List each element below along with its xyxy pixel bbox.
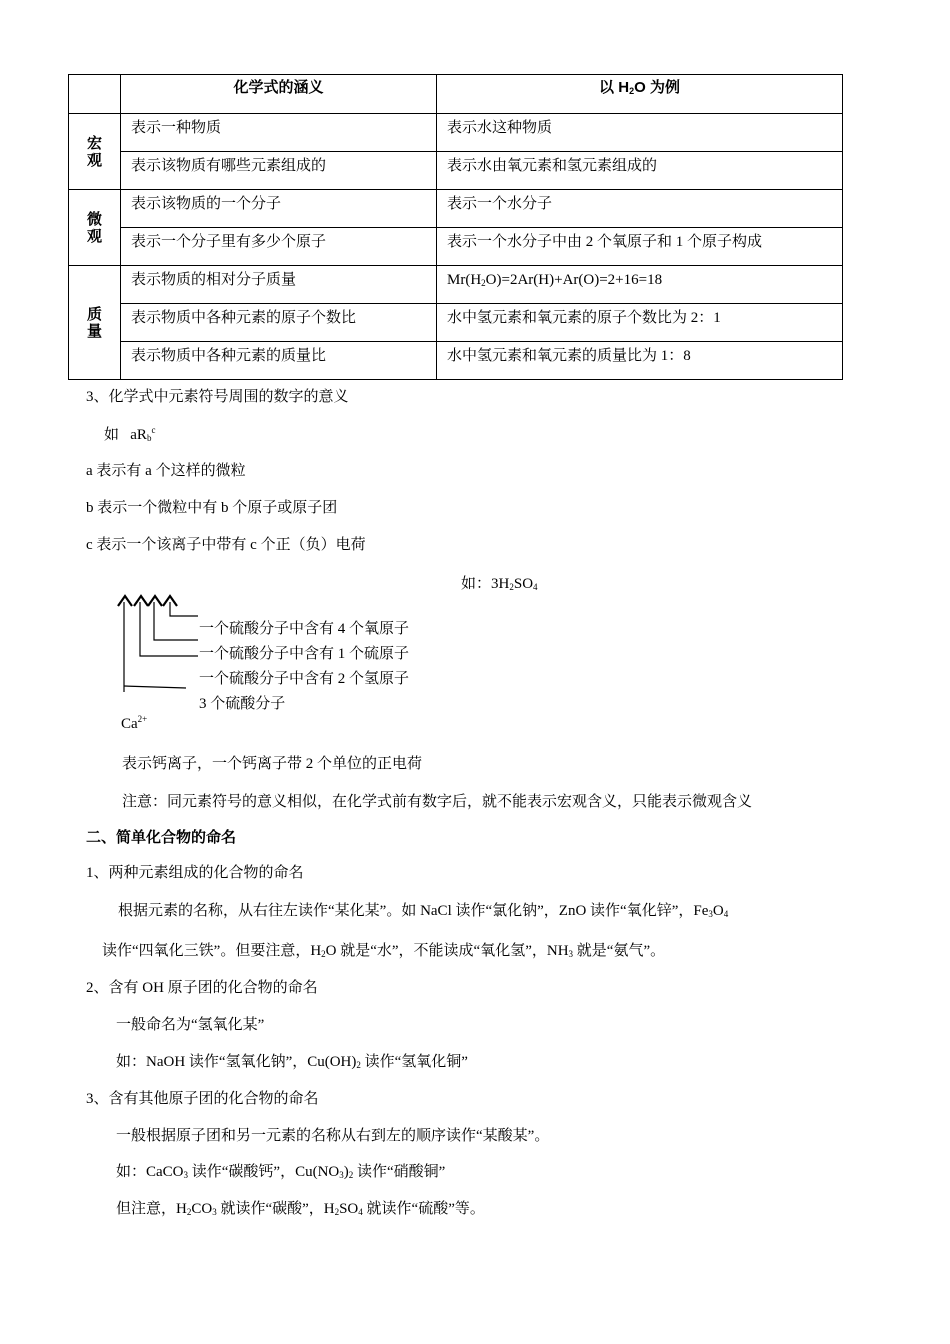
arrow-head-1 (118, 596, 132, 606)
example-cell: $Mr(H_2O)=2Ar(H)+Ar(O)=2+16=18$ (437, 266, 843, 304)
sub3-rule: 一般根据原子团和另一元素的名称从右到左的顺序读作“某酸某”。 (116, 1128, 550, 1144)
meaning-cell: 表示该物质的一个分子 (121, 190, 437, 228)
table-row (69, 152, 843, 190)
sub1-paragraph-line2: 读作“四氧化三铁”。但要注意，$H_2O$ 就是“水”，不能读成“氧化氢”，$NH_3$ 就是“氨气”。 (102, 943, 666, 959)
meaning-a: a 表示有 a 个这样的微粒 (86, 463, 246, 479)
example-cell: 表示水由氧元素和氢元素组成的 (437, 152, 843, 190)
meaning-cell: 表示物质中各种元素的质量比 (121, 342, 437, 380)
sulfuric-acid-example: 如：$3H_2SO_4$ (461, 576, 538, 592)
calcium-ion-symbol: $Ca^{2+}$ (121, 714, 148, 732)
meaning-cell: 表示一种物质 (121, 114, 437, 152)
table-row (69, 304, 843, 342)
header-example: 以 $H_2O$ 为例 (437, 75, 843, 114)
meaning-cell: 表示物质中各种元素的原子个数比 (121, 304, 437, 342)
meaning-cell: 表示一个分子里有多少个原子 (121, 228, 437, 266)
sub2-rule: 一般命名为“氢氧化某” (116, 1017, 265, 1033)
example-cell: 水中氢元素和氧元素的质量比为 1：8 (437, 342, 843, 380)
pointer-line-sulfur (154, 602, 198, 640)
note-text: 注意：同元素符号的意义相似，在化学式前有数字后，就不能表示宏观含义，只能表示微观含义 (122, 794, 753, 810)
meaning-cell: 表示物质的相对分子质量 (121, 266, 437, 304)
sub1-title: 1、两种元素组成的化合物的命名 (86, 865, 304, 881)
header-meaning: 化学式的涵义 (121, 75, 437, 114)
sub3-title: 3、含有其他原子团的化合物的命名 (86, 1091, 319, 1107)
pointer-line-molecules-arm (124, 686, 186, 688)
table-row (69, 342, 843, 380)
part2-heading: 二、简单化合物的命名 (86, 829, 237, 846)
meaning-b: b 表示一个微粒中有 b 个原子或原子团 (86, 500, 338, 516)
category-macro: 宏 观 (69, 114, 121, 190)
category-mass: 质 量 (69, 266, 121, 380)
table-row (69, 114, 843, 152)
formula-meaning-table (68, 74, 843, 380)
header-empty (69, 75, 121, 114)
category-micro: 微 观 (69, 190, 121, 266)
pointer-label-sulfur: 一个硫酸分子中含有 1 个硫原子 (199, 646, 410, 662)
meaning-cell: 表示该物质有哪些元素组成的 (121, 152, 437, 190)
table-header-row (69, 75, 843, 114)
example-cell: 表示一个水分子 (437, 190, 843, 228)
arrow-head-2 (134, 596, 148, 606)
pointer-line-hydrogen (140, 602, 198, 656)
example-cell: 水中氢元素和氧元素的原子个数比为 2：1 (437, 304, 843, 342)
example-cell: 表示水这种物质 (437, 114, 843, 152)
section3-title: 3、化学式中元素符号周围的数字的意义 (86, 389, 349, 405)
table-row (69, 266, 843, 304)
pointer-line-oxygen (170, 602, 198, 616)
sub1-paragraph-line1: 根据元素的名称，从右往左读作“某化某”。如 NaCl 读作“氯化钠”，ZnO 读作“氧化锌”，$Fe_3O_4$ (118, 903, 729, 919)
sub3-exception: 但注意，$H_2CO_3$ 就读作“碳酸”，$H_2SO_4$ 就读作“硫酸”等。 (116, 1201, 485, 1217)
sub2-title: 2、含有 OH 原子团的化合物的命名 (86, 980, 318, 996)
example-cell: 表示一个水分子中由 2 个氧原子和 1 个原子构成 (437, 228, 843, 266)
sub3-example: 如：CaCO$_3$ 读作“碳酸钙”，$Cu(NO_3)_2$ 读作“硝酸铜” (116, 1164, 446, 1180)
table-row (69, 190, 843, 228)
table-row (69, 228, 843, 266)
arrow-head-3 (148, 596, 162, 606)
calcium-ion-meaning: 表示钙离子，一个钙离子带 2 个单位的正电荷 (122, 756, 423, 772)
pointer-label-oxygen: 一个硫酸分子中含有 4 个氧原子 (199, 621, 410, 637)
sub2-example: 如：NaOH 读作“氢氧化钠”，$Cu(OH)_2$ 读作“氢氧化铜” (116, 1054, 468, 1070)
pointer-label-hydrogen: 一个硫酸分子中含有 2 个氢原子 (199, 671, 410, 687)
pointer-label-molecules: 3 个硫酸分子 (199, 696, 286, 712)
meaning-c: c 表示一个该离子中带有 c 个正（负）电荷 (86, 537, 366, 553)
general-notation-example: 如 $aR_b^c$ (104, 425, 156, 443)
